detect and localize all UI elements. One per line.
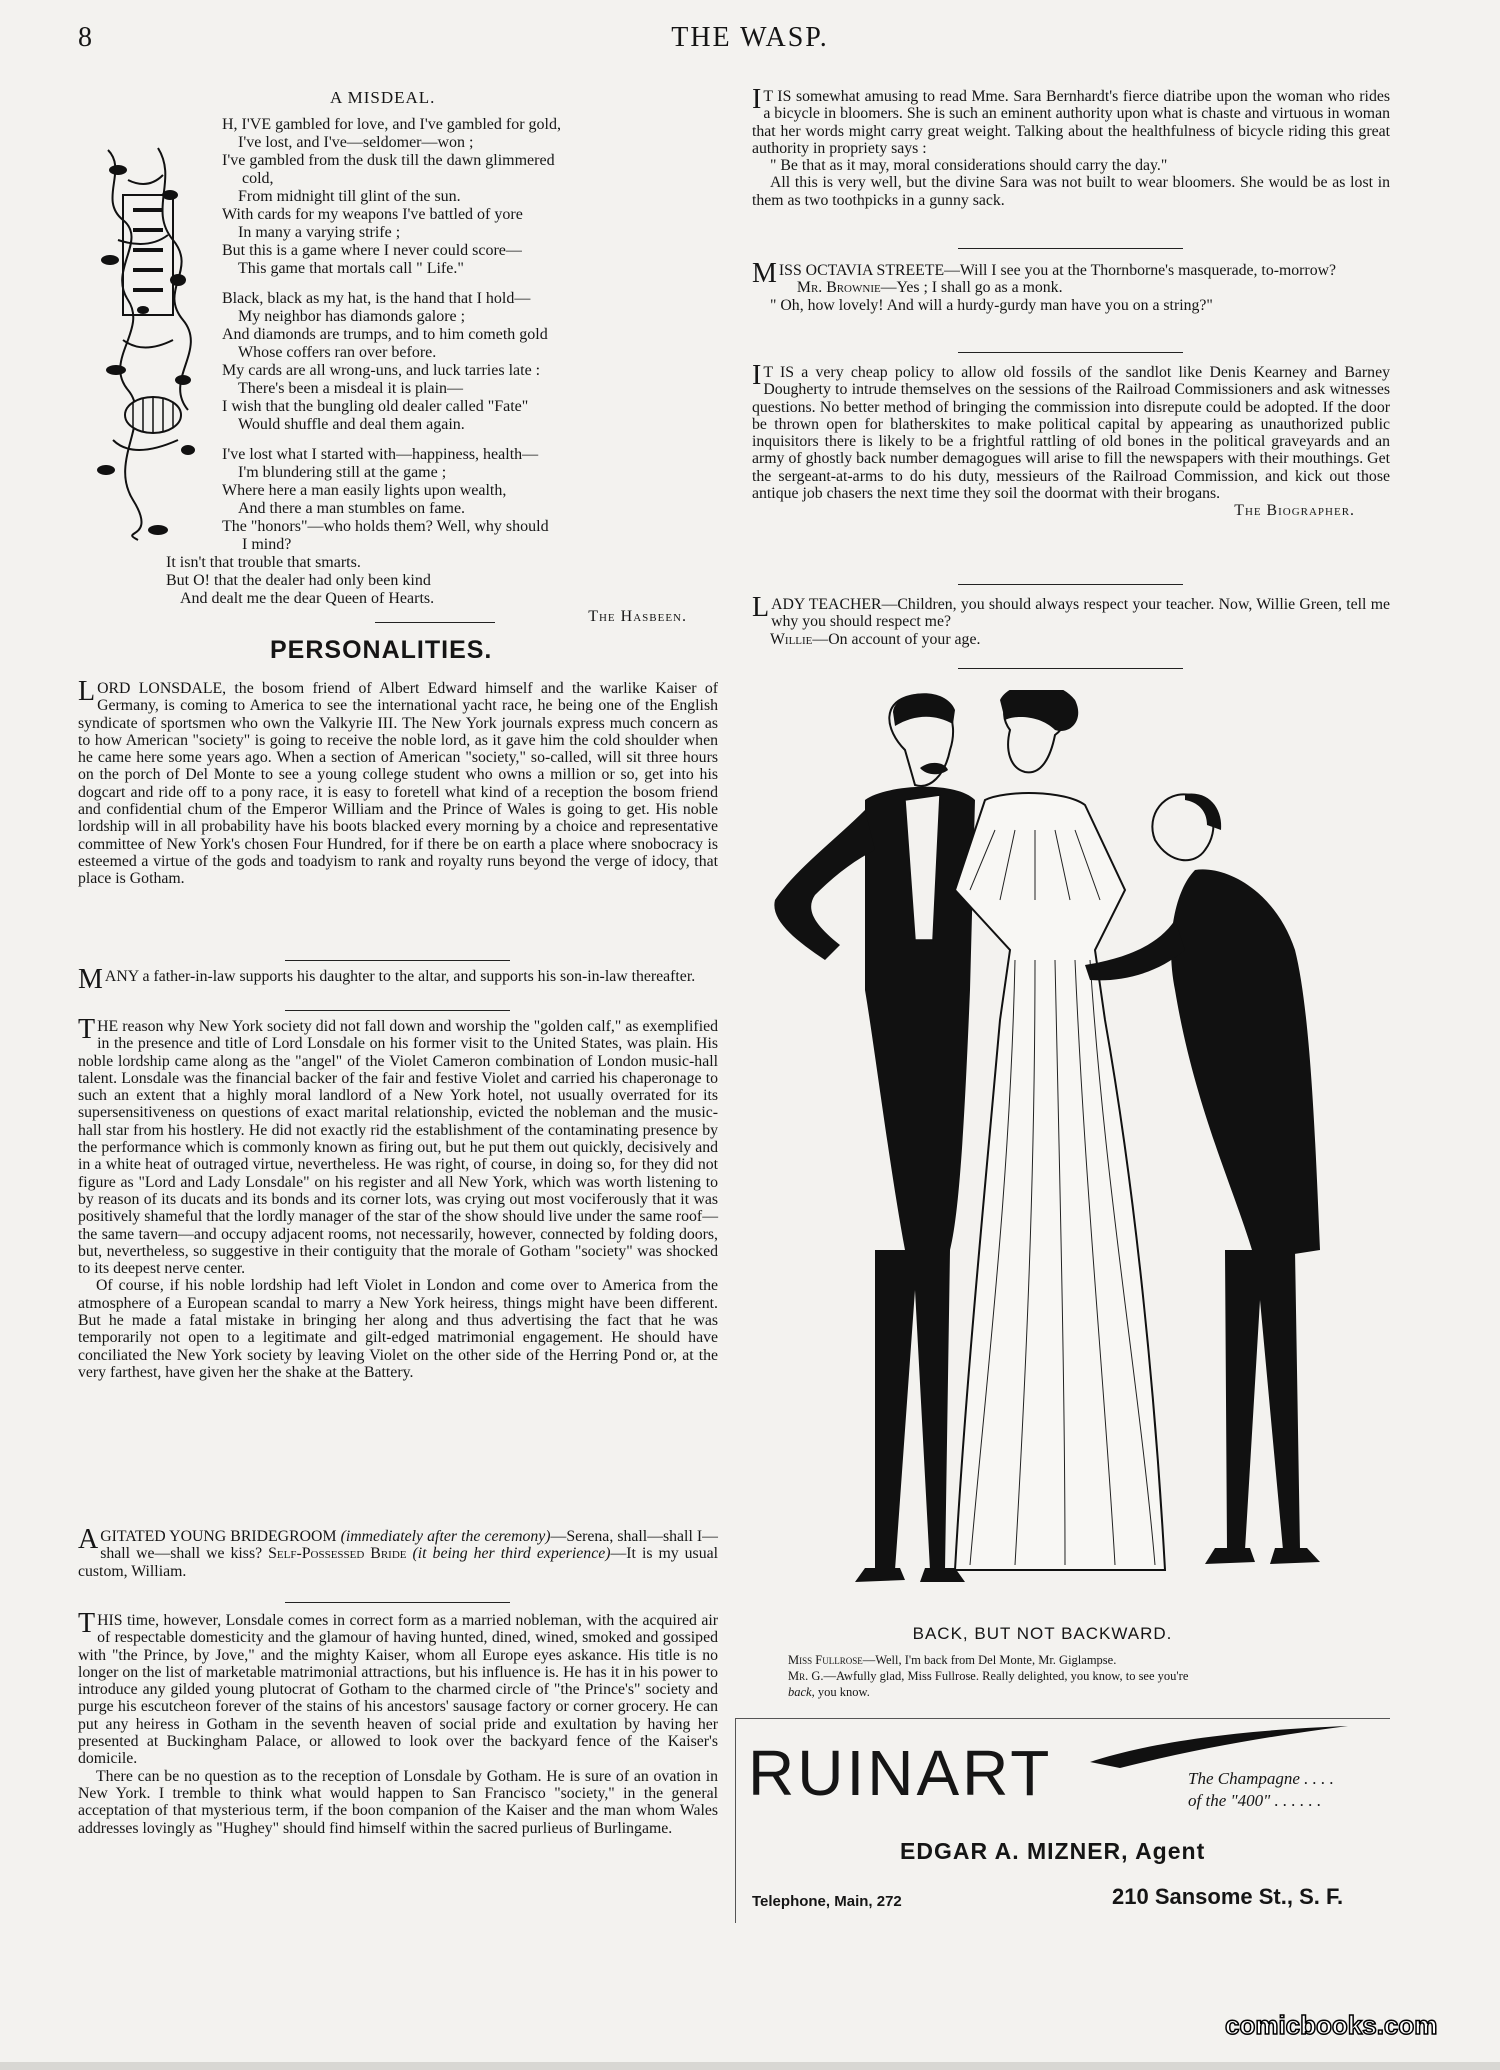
divider (958, 668, 1183, 669)
poem-line: This game that mortals call " Life." (238, 260, 464, 277)
illustration-dialogue: Miss Fullrose—Well, I'm back from Del Monte, Mr. Giglampse. Mr. G.—Awfully glad, Miss Fullrose. Really delighted, you know, to see you're back, you know. (788, 1653, 1189, 1699)
paragraph: MANY a father-in-law supports his daughter to the altar, and supports his son-in-law thereafter. (78, 964, 696, 995)
poem-line: And there a man stumbles on fame. (238, 500, 466, 517)
poem-line: With cards for my weapons I've battled of yore (222, 206, 523, 223)
paragraph: Willie—On account of your age. (770, 630, 981, 648)
poem-line: I've lost what I started with—happiness, health— (222, 446, 539, 463)
poem-line: I've lost, and I've—seldomer—won ; (238, 134, 474, 151)
ad-agent: EDGAR A. MIZNER, Agent (900, 1838, 1206, 1864)
paragraph: Mr. Brownie—Yes ; I shall go as a monk. (796, 279, 1063, 297)
illustration-caption: BACK, BUT NOT BACKWARD. (912, 1624, 1173, 1643)
poem-line: There's been a misdeal it is plain— (238, 380, 464, 397)
paragraph: MISS OCTAVIA STREETE—Will I see you at the Thornborne's masquerade, to-morrow? (752, 258, 1337, 289)
divider (285, 1010, 510, 1011)
paragraph: THE reason why New York society did not fall down and worship the "golden calf," as exemplified in the presence and title of Lord Lonsdale on his former visit to the United States, was plain. His noble lordship came along as the "angel" of the Violet Cameron combination of London music-hall talent. Lonsdale was the financial backer of the fair and festive Violet and carried his chaperonage to such an extent that a highly moral landlord of a New York hotel, not usually overrated for its supersensitiveness on questions of exact marital relationship, evicted the nobleman and the music-hall star from his hostlery. He did not exactly rid the establishment of the contaminating presence by the performance which is commonly known as firing out, but he put them out quickly, decisively and in a white heat of outraged virtue, nevertheless. He was right, of course, in doing so, for they did not figure as "Lord and Lady Lonsdale" on his register and all New York, which was worth listening to by reason of its ducats and its bonds and its corner lots, was crying out most vociferously that it was positively shameful that the lordly manager of the star of the show should live under the same roof—the same tavern—and occupy adjacent rooms, not necessarily, however, connected by folding doors, but, nevertheless, so suggestive in their contiguity that the morale of Gotham "society" was shocked to its deepest nerve center. (78, 1014, 718, 1278)
ad-border-top (735, 1718, 1390, 1719)
paragraph: AGITATED YOUNG BRIDEGROOM (immediately after the ceremony)—Serena, shall—shall I—shall we—shall we kiss? Self-Possessed Bride (it being her third experience)—It is my usual custom, William. (78, 1524, 718, 1580)
personalities-column (78, 1608, 718, 1837)
paragraph: I T IS somewhat amusing to read Mme. Sara Bernhardt's fierce diatribe upon the woman who rides a bicycle in bloomers. She is such an eminent authority upon what is chaste and virtuous in woman that her words might carry great weight. Talking about the healthfulness of bicycle riding this great authority in propriety says : (752, 84, 1390, 157)
paragraph: I T IS a very cheap policy to allow old fossils of the sandlot like Denis Kearney and Barney Dougherty to intrude themselves on the sessions of the Railroad Commissioners and ask witnesses questions. No better method of bringing the commission into disrepute could be adopted. If the door be thrown open for blatherskites to make political capital by appearing as unauthorized public inquisitors there is likely to be a frightful rattling of old bones in the political graveyards and an army of ghostly back number demagogues will arise to fill the newspapers with their mouthings. Get the sergeant-at-arms to do his duty, messieurs of the Railroad Commission, and kick out those antique job chasers the next time they soil the doormat with their brogans. (752, 360, 1390, 503)
divider (285, 960, 510, 961)
personalities-column (78, 1014, 718, 1381)
poem-line: The "honors"—who holds them? Well, why should (222, 518, 549, 535)
poem-line: I'm blundering still at the game ; (238, 464, 447, 481)
poem-line: Whose coffers ran over before. (238, 344, 437, 361)
watermark: comicbooks.com (1225, 2010, 1438, 2040)
poem-signature: The Hasbeen. (588, 608, 687, 625)
poem-body (166, 116, 727, 626)
divider (285, 1602, 510, 1603)
poem-line: I've gambled from the dusk till the dawn glimmered (222, 152, 555, 169)
poem-line: In many a varying strife ; (238, 224, 401, 241)
personalities-column (78, 676, 718, 888)
masthead-title: THE WASP. (671, 22, 829, 53)
stanza-break (222, 434, 727, 446)
ruinart-brand-logo: RUINART (748, 1737, 1053, 1809)
poem-line: cold, (242, 170, 274, 187)
right-column (752, 84, 1390, 209)
poem-line: Black, black as my hat, is the hand that I hold— (222, 290, 531, 307)
paragraph: LADY TEACHER—Children, you should always respect your teacher. Now, Willie Green, tell me why you should respect me? (752, 592, 1390, 631)
ad-tagline: The Champagne . . . . of the "400" . . . . . . (1188, 1769, 1334, 1810)
ad-border-left (735, 1718, 736, 1923)
poem-line: But this is a game where I never could score— (222, 242, 522, 259)
poem-line: Would shuffle and deal them again. (238, 416, 465, 433)
poem-line: Where here a man easily lights upon wealth, (222, 482, 507, 499)
divider (958, 352, 1183, 353)
divider (958, 248, 1183, 249)
poem-line: I wish that the bungling old dealer called "Fate" (222, 398, 529, 415)
poem-vignette-illustration (88, 140, 206, 545)
quote: " Be that as it may, moral considerations should carry the day." (770, 157, 1168, 175)
section-title-personalities: PERSONALITIES. (270, 636, 493, 664)
poem-line: I mind? (242, 536, 292, 553)
personalities-column (78, 964, 718, 995)
poem-line: It isn't that trouble that smarts. (166, 554, 361, 571)
ad-address: 210 Sansome St., S. F. (1112, 1884, 1344, 1909)
paragraph: There can be no question as to the reception of Lonsdale by Gotham. He is sure of an ovation in New York. I tremble to think what would happen to San Francisco "society," in the general acceptation of that mysterious term, if the boon companion of the Kaiser and the man whom Wales addresses lovingly as "Hughey" should find himself within the sacred purlieus of Burlingame. (78, 1767, 718, 1837)
paragraph: THIS time, however, Lonsdale comes in correct form as a married nobleman, with the acquired air of respectable domesticity and the glamour of having hunted, dined, wined, smoked and gossiped with "the Prince, by Jove," and the mighty Kaiser, whom all Europe eyes askance. His title is no longer on the list of marketable matrimonial attractions, but his influence is. He has it in his power to introduce any gilded young plutocrat of Gotham to the charmed circle of "the Prince's" society and purge his escutcheon forever of the stains of his ancestors' sausage factory or corner grocery. He can put any heiress in Gotham in the seventh heaven of social pride and exultation by having her presented at Buckingham Palace, or allowed to look over the backyard fence of the Kaiser's domicile. (78, 1608, 718, 1768)
paragraph: Of course, if his noble lordship had left Violet in London and come over to America from the atmosphere of a European scandal to marry a New York heiress, things might have been different. But he made a fatal mistake in bringing her along and thus advertising the fact that he was temporarily not open to a legitimate and gilt-edged matrimonial engagement. He should have conciliated the New York society by leaving Violet on the other side of the Herring Pond or, at the very farthest, have given her the shake at the Battery. (78, 1277, 718, 1381)
brand-flourish-icon (1090, 1722, 1350, 1770)
signature: The Biographer. (1234, 502, 1355, 520)
poem-line: My cards are all wrong-uns, and luck tarries late : (222, 362, 541, 379)
poem-line: But O! that the dealer had only been kind (166, 572, 431, 589)
poem-line: And dealt me the dear Queen of Hearts. (180, 590, 435, 607)
poem-line: My neighbor has diamonds galore ; (238, 308, 466, 325)
right-column (752, 258, 1390, 314)
society-cartoon-illustration (755, 690, 1330, 1605)
poem-line: And diamonds are trumps, and to him cometh gold (222, 326, 548, 343)
paragraph: " Oh, how lovely! And will a hurdy-gurdy man have you on a string?" (770, 296, 1213, 314)
poem-line: H, I'VE gambled for love, and I've gambled for gold, (222, 116, 561, 133)
paragraph: All this is very well, but the divine Sara was not built to wear bloomers. She would be as lost in them as two toothpicks in a gunny sack. (752, 174, 1390, 209)
stanza-break (222, 278, 727, 290)
right-column (752, 360, 1390, 520)
ad-telephone: Telephone, Main, 272 (752, 1893, 902, 1910)
poem-title: A MISDEAL. (330, 88, 436, 107)
poem-line: From midnight till glint of the sun. (238, 188, 461, 205)
page-edge (0, 2062, 1500, 2070)
right-column (752, 592, 1390, 648)
personalities-column (78, 1524, 718, 1580)
paragraph: LORD LONSDALE, the bosom friend of Albert Edward himself and the warlike Kaiser of Germany, is coming to America to see the international yacht race, he being one of the English syndicate of sportsmen who own the Valkyrie III. The New York journals express much concern as to how American "society" is going to receive the noble lord, as it gave him the cold shoulder when he came here some years ago. When a section of American "society," so-called, will sit three hours on the porch of Del Monte to see a young college student who owns a million or so, get into his dogcart and ride off to a pony race, it is easy to foretell what kind of a reception the bosom friend and confidential chum of the Emperor William and the Prince of Wales is going to get. His noble lordship will in all probability have his boots blacked every morning by a choice and representative committee of New York's chosen Four Hundred, for if there be on earth a place where snobocracy is esteemed a virtue of the gods and toadyism to rank and royalty runs beyond the verge of idocy, that place is Gotham. (78, 676, 718, 888)
divider (375, 622, 495, 623)
page-number: 8 (78, 22, 92, 53)
divider (958, 584, 1183, 585)
